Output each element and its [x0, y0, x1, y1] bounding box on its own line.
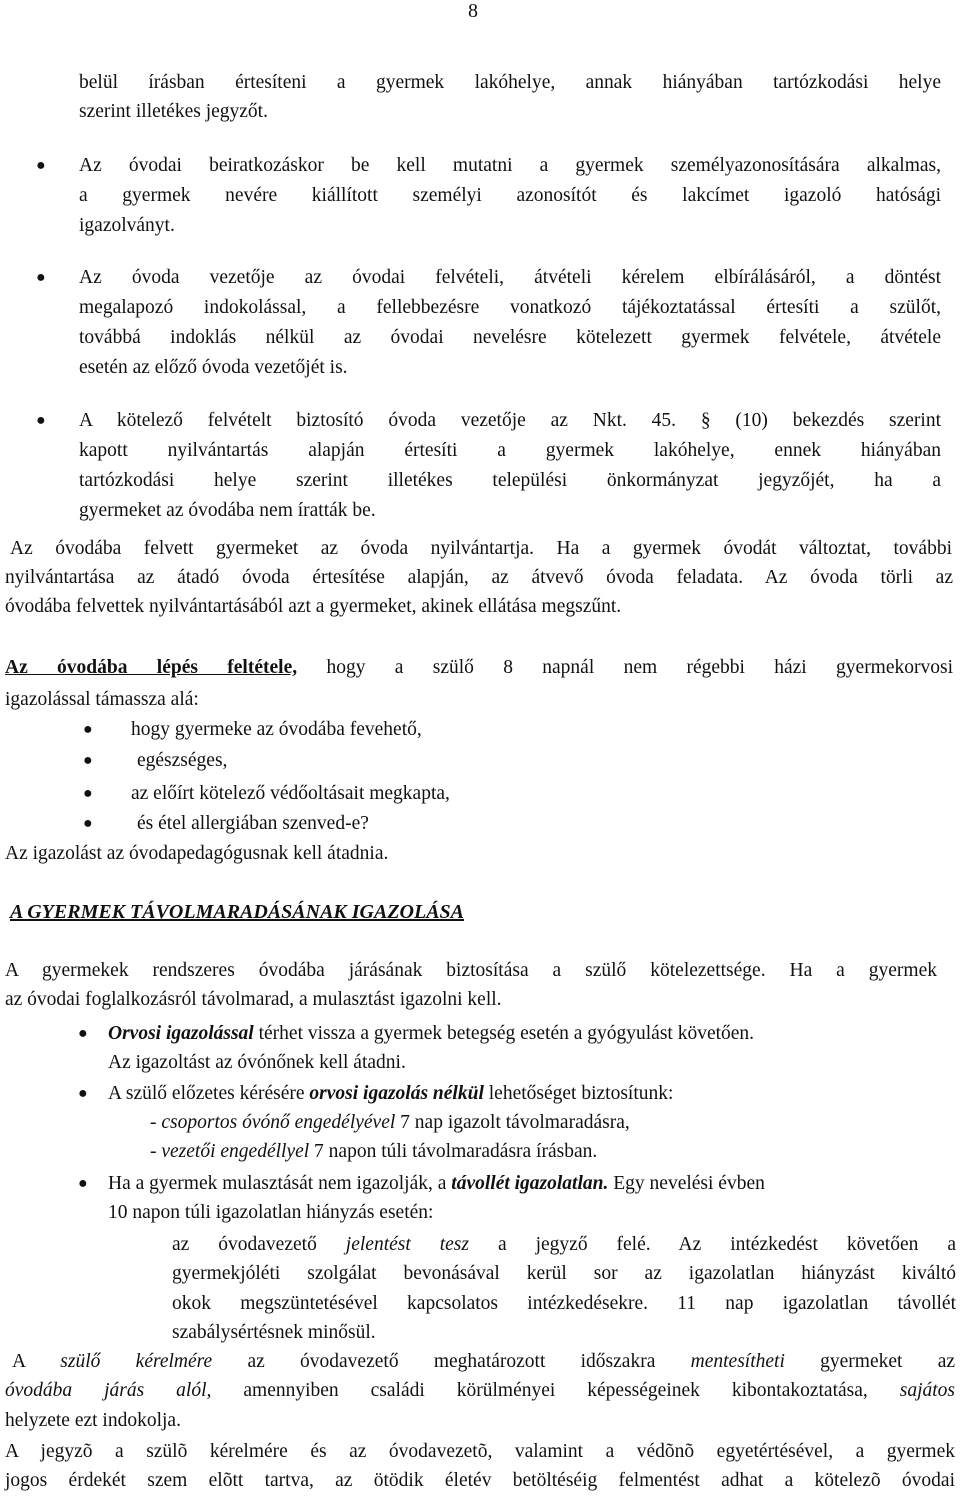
text-line: nyilvántartása az átadó óvoda értesítése alapján, az átvevő óvoda feladata. Az óvoda törli az — [5, 567, 953, 588]
text-line: Az igazoltást az óvónőnek kell átadni. — [108, 1052, 406, 1073]
no-certificate-emphasis: orvosi igazolás nélkül — [309, 1083, 484, 1104]
bullet-icon: ● — [78, 1085, 88, 1102]
sub-item-text: 7 napon túli távolmaradásra írásban. — [314, 1141, 598, 1162]
text-line: belül írásban értesíteni a gyermek lakóhelye, annak hiányában tartózkodási helye — [79, 72, 941, 93]
text-line: okok megszüntetésével kapcsolatos intézkedésekre. 11 nap igazolatlan távollét — [172, 1293, 956, 1314]
text-line: szerint illetékes jegyzőt. — [79, 101, 268, 122]
unexcused-emphasis: távollét igazolatlan. — [451, 1173, 609, 1194]
absence-bullet-text: Egy nevelési évben — [613, 1173, 765, 1194]
absence-bullet-text: lehetőséget biztosítunk: — [488, 1083, 674, 1104]
text-line: A kötelező felvételt biztosító óvoda vezetője az Nkt. 45. § (10) bekezdés szerint — [79, 410, 941, 431]
absence-bullet-text: térhet vissza a gyermek betegség esetén a gyógyulást követően. — [258, 1023, 755, 1044]
text-line: a gyermek nevére kiállított személyi azonosítót és lakcímet igazoló hatósági — [79, 185, 941, 206]
entry-condition-lead: Az óvodába lépés feltétele, — [5, 657, 298, 678]
bullet-icon: ● — [83, 785, 93, 802]
exemption-text: az óvodavezető meghatározott időszakra — [247, 1351, 656, 1372]
text-line: Az igazolást az óvodapedagógusnak kell átadnia. — [5, 843, 389, 864]
bullet-icon: ● — [36, 269, 46, 286]
text-line: Az óvoda vezetője az óvodai felvételi, átvételi kérelem elbírálásáról, a döntést — [79, 267, 941, 288]
bullet-icon: ● — [78, 1025, 88, 1042]
text-line: A gyermekek rendszeres óvodába járásának biztosítása a szülő kötelezettsége. Ha a gyermek — [5, 960, 937, 981]
exemption-emphasis: szülő kérelmére — [60, 1351, 213, 1372]
text-line: 10 napon túli igazolatlan hiányzás esetén: — [108, 1202, 434, 1223]
absence-bullet-line — [108, 1082, 673, 1106]
text-line: esetén az előző óvoda vezetőjét is. — [79, 357, 348, 378]
bullet-icon: ● — [78, 1175, 88, 1192]
sub-item-emphasis: vezetői engedéllyel — [161, 1141, 310, 1162]
text-line: továbbá indoklás nélkül az óvodai nevelésre kötelezett gyermek felvétele, átvétele — [79, 327, 941, 348]
text-line: szabálysértésnek minősül. — [172, 1322, 376, 1343]
text-line: kapott nyilvántartás alapján értesíti a gyermek lakóhelye, ennek hiányában — [79, 440, 941, 461]
report-emphasis: jelentést tesz — [345, 1234, 469, 1255]
text-line: óvodába felvettek nyilvántartásából azt a gyermeket, akinek ellátása megszűnt. — [5, 596, 622, 617]
bullet-icon: ● — [83, 815, 93, 832]
sub-item-text: 7 nap igazolt távolmaradásra, — [400, 1112, 630, 1133]
text-line: igazolással támassza alá: — [5, 689, 199, 710]
list-item: az előírt kötelező védőoltásait megkapta, — [131, 783, 450, 804]
bullet-icon: ● — [36, 412, 46, 429]
text-line: Az óvodai beiratkozáskor be kell mutatni a gyermek személyazonosítására alkalmas, — [79, 155, 941, 176]
exemption-line — [12, 1350, 955, 1374]
text-line: az óvodai foglalkozásról távolmarad, a mulasztást igazolni kell. — [5, 989, 502, 1010]
exemption-text: amennyiben családi körülményei képességeinek kibontakoztatása, — [243, 1380, 868, 1401]
entry-condition-rest: hogy a szülő 8 napnál nem régebbi házi gyermekorvosi — [326, 657, 954, 678]
text-line: A jegyzõ a szülõ kérelmére és az óvodavezetõ, valamint a védõnõ egyetértésével, a gyermek — [5, 1441, 955, 1462]
dash: - — [150, 1112, 157, 1133]
text-line: helyzete ezt indokolja. — [5, 1410, 181, 1431]
exemption-text: A — [12, 1351, 26, 1372]
absence-bullet-text: Ha a gyermek mulasztását nem igazolják, a — [108, 1173, 447, 1194]
text-line: gyermeket az óvodába nem íratták be. — [79, 500, 376, 521]
doctor-certificate-emphasis: Orvosi igazolással — [108, 1023, 254, 1044]
dash: - — [150, 1141, 157, 1162]
text-line: gyermekjóléti szolgálat bevonásával kerül sor az igazolatlan hiányzást kiváltó — [172, 1263, 956, 1284]
text-line: jogos érdekét szem elõtt tartva, az ötödik életév betöltéséig felmentést adhat a kötelezõ óvodai — [5, 1470, 955, 1491]
page-number: 8 — [468, 0, 478, 22]
procedure-text: a jegyző felé. Az intézkedést követően a — [497, 1234, 956, 1255]
list-item: és étel allergiában szenved-e? — [137, 813, 369, 834]
exemption-emphasis: óvodába járás alól, — [5, 1380, 212, 1401]
text-line: igazolványt. — [79, 215, 175, 236]
bullet-icon: ● — [83, 721, 93, 738]
list-item: hogy gyermeke az óvodába fevehető, — [131, 719, 422, 740]
exemption-emphasis: sajátos — [899, 1380, 956, 1401]
text-line: megalapozó indokolással, a fellebbezésre vonatkozó tájékoztatással értesíti a szülőt, — [79, 297, 941, 318]
bullet-icon: ● — [83, 752, 93, 769]
text-line: tartózkodási helye szerint illetékes települési önkormányzat jegyzőjét, ha a — [79, 470, 941, 491]
absence-bullet-text: A szülő előzetes kérésére — [108, 1083, 305, 1104]
absence-bullet-line — [108, 1022, 754, 1046]
absence-procedure-line — [172, 1233, 956, 1257]
sub-list-item — [150, 1140, 597, 1164]
section-heading: A GYERMEK TÁVOLMARADÁSÁNAK IGAZOLÁSA — [10, 901, 465, 923]
sub-list-item — [150, 1111, 630, 1135]
procedure-text: az óvodavezető — [172, 1234, 317, 1255]
absence-bullet-line — [108, 1172, 765, 1196]
entry-condition-line — [5, 656, 953, 680]
exemption-emphasis: mentesítheti — [690, 1351, 785, 1372]
exemption-line — [5, 1379, 955, 1403]
bullet-icon: ● — [36, 157, 46, 174]
sub-item-emphasis: csoportos óvónő engedélyével — [161, 1112, 396, 1133]
list-item: egészséges, — [137, 750, 228, 771]
exemption-text: gyermeket az — [820, 1351, 956, 1372]
text-line: Az óvodába felvett gyermeket az óvoda nyilvántartja. Ha a gyermek óvodát változtat, további — [10, 538, 952, 559]
